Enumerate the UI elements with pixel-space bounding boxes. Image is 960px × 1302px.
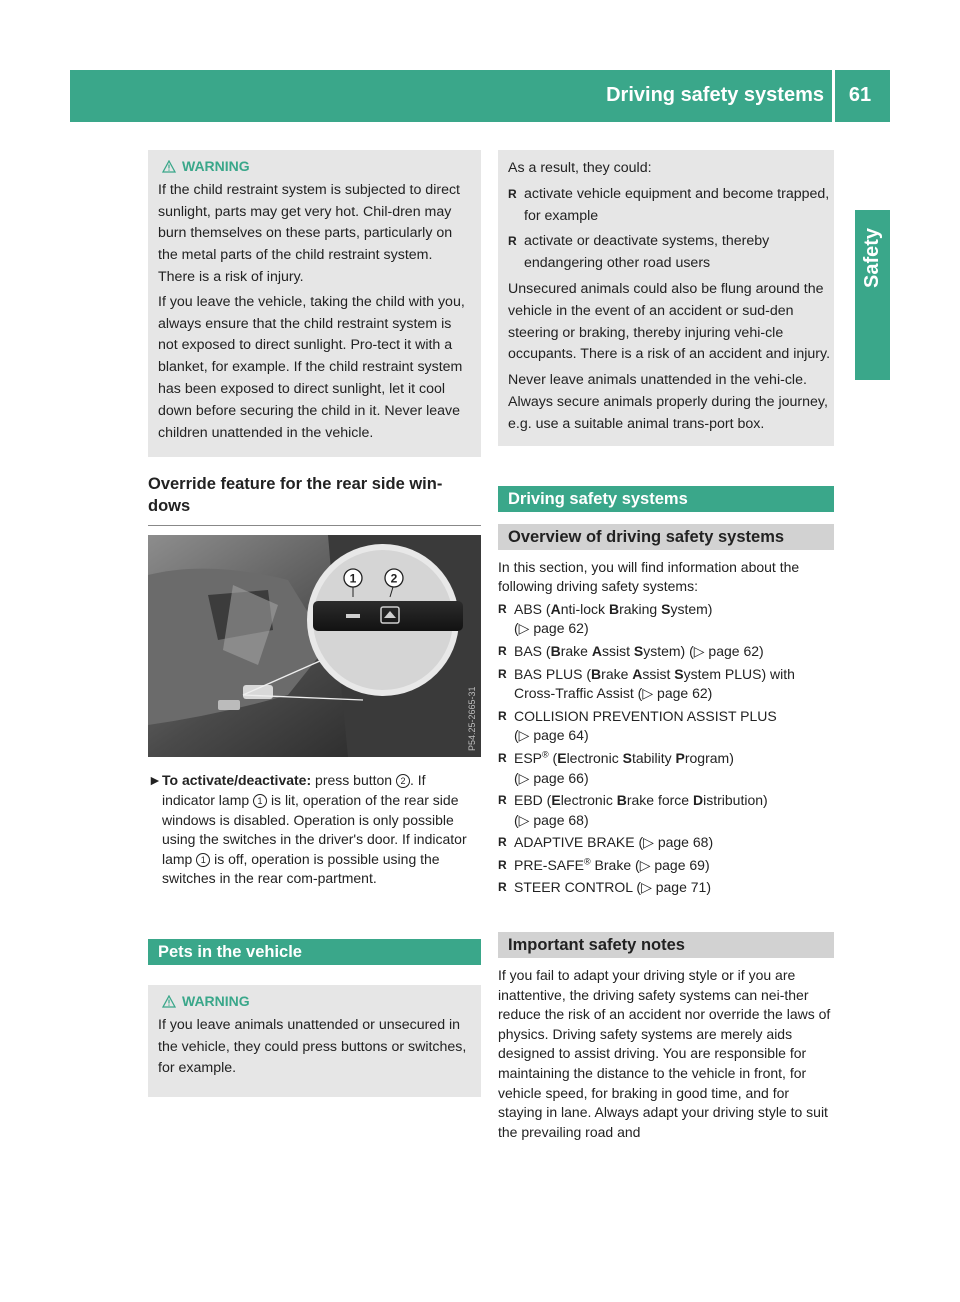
warning-title	[158, 156, 471, 178]
warning-box-pets	[148, 985, 481, 1097]
page-ref-icon: ▷	[642, 685, 654, 702]
page-ref-icon: ▷	[639, 856, 651, 873]
warning-box-child-restraint	[148, 150, 481, 457]
instruction-activate	[148, 771, 481, 889]
list-item: R ADAPTIVE BRAKE (▷ page 68)	[498, 833, 834, 853]
page-ref-icon: ▷	[518, 811, 530, 828]
instruction-arrow-icon: ►	[148, 772, 162, 789]
page-reference-link[interactable]: page 66	[533, 769, 584, 786]
warning-title-text: WARNING	[182, 158, 250, 174]
list-item: R EBD (Electronic Brake force Distribution) (▷ page 68)	[498, 791, 834, 830]
list-item: R STEER CONTROL (▷ page 71)	[498, 878, 834, 898]
button-2-badge: 2	[396, 774, 410, 788]
warning-title	[158, 991, 471, 1013]
page-reference-link[interactable]: page 62	[657, 685, 708, 702]
warning-paragraph: If you leave the vehicle, taking the child with you, always ensure that the child restraint system is not exposed to direct sunlight. Pro-tect it with a blanket, for example. If the child restraint system has been exposed to direct sunlight, let it cool down before securing the child in it. Never leave children unattended in the vehicle.	[158, 293, 465, 441]
lamp-1-badge: 1	[196, 853, 210, 867]
bullet-list	[508, 184, 832, 275]
subsection-heading-safety-notes: Important safety notes	[498, 932, 834, 958]
door-panel-illustration	[148, 535, 481, 757]
warning-triangle-icon	[162, 160, 176, 173]
instruction-label: To activate/deactivate:	[162, 772, 312, 789]
page-reference-link[interactable]: page 64	[533, 727, 584, 744]
section-heading-override: Override feature for the rear side win-dows	[148, 473, 481, 526]
right-column	[498, 150, 834, 1142]
page-ref-icon: ▷	[518, 620, 530, 637]
subsection-heading-overview: Overview of driving safety systems	[498, 524, 834, 550]
warning-title-text: WARNING	[182, 992, 250, 1009]
overview-section	[498, 558, 834, 899]
section-heading-pets: Pets in the vehicle	[148, 939, 481, 965]
photo-code: P54.25-2665-31	[467, 686, 477, 752]
warning-triangle-icon	[162, 995, 176, 1008]
warning-box-pets-continued	[498, 150, 834, 446]
callout-1-number: 1	[349, 571, 357, 586]
safety-notes-paragraph: If you fail to adapt your driving style or if you are inattentive, the driving safety systems can nei-ther reduce the risk of an accident nor override the laws of physics. Driving safety systems are merely aids designed to assist driving. You are responsible for maintaining the distance to the vehicle in front, for vehicle speed, for braking in good time, and for staying in lane. Always adapt your driving style to suit the prevailing road and	[498, 967, 831, 1140]
left-column	[148, 150, 481, 1097]
header-divider	[832, 70, 835, 122]
system-list	[498, 600, 834, 898]
box-intro: As a result, they could:	[508, 160, 652, 176]
page-reference-link[interactable]: page 71	[655, 879, 707, 896]
page-number: 61	[848, 84, 872, 106]
page-ref-icon: ▷	[693, 642, 705, 659]
box-paragraph: Unsecured animals could also be flung around the vehicle in the event of an accident or sud-den steering or braking, thereby injuring vehi-cle occupants. There is a risk of an accident and injury.	[508, 280, 831, 363]
list-item: R ABS (Anti-lock Braking System) (▷ page 62)	[498, 600, 834, 639]
warning-paragraph: If you leave animals unattended or unsecured in the vehicle, they could press buttons or switches, for example.	[158, 1016, 467, 1077]
callout-2-number: 2	[390, 571, 398, 586]
warning-paragraph: If the child restraint system is subjected to direct sunlight, parts may get very hot. Chil-dren may burn themselves on these parts, particularly on the metal parts of the child restraint system. There is a risk of injury.	[158, 181, 461, 285]
page-ref-icon: ▷	[518, 727, 530, 744]
page-reference-link[interactable]: page 68	[533, 811, 584, 828]
list-item: R activate or deactivate systems, thereby endangering other road users	[508, 231, 832, 275]
page-reference-link[interactable]: page 68	[657, 834, 709, 851]
list-item: R activate vehicle equipment and become trapped, for example	[508, 184, 832, 228]
list-item: R ESP® (Electronic Stability Program) (▷ page 66)	[498, 749, 834, 788]
page-ref-icon: ▷	[518, 769, 530, 786]
section-heading-driving-safety: Driving safety systems	[498, 486, 834, 512]
page-ref-icon: ▷	[643, 834, 654, 851]
safety-notes	[498, 966, 834, 1142]
page-reference-link[interactable]: page 62	[708, 642, 760, 659]
page-reference-link[interactable]: page 69	[654, 856, 705, 873]
instruction-text: To activate/deactivate: press button 2 . If indicator lamp 1 is lit, operation of the rear side windows is disabled. Operation is only possible using the switches in the driver's door. If indicator lamp 1 is off, operation is possible using the switches in the rear com-partment.	[162, 772, 467, 887]
list-item: R BAS (Brake Assist System) (▷ page 62)	[498, 642, 834, 662]
list-item: R BAS PLUS (Brake Assist System PLUS) with Cross-Traffic Assist (▷ page 62)	[498, 665, 834, 704]
list-item: R PRE-SAFE® Brake (▷ page 69)	[498, 856, 834, 876]
list-item: R COLLISION PREVENTION ASSIST PLUS (▷ page 64)	[498, 707, 834, 746]
side-tab-label: Safety	[861, 228, 883, 289]
page-header-title: Driving safety systems	[606, 84, 824, 106]
lamp-1-badge: 1	[253, 794, 267, 808]
door-switch-photo	[148, 535, 481, 757]
box-paragraph: Never leave animals unattended in the vehi-cle. Always secure animals properly during the journey, e.g. use a suitable animal trans-port box.	[508, 372, 828, 432]
page-ref-icon: ▷	[641, 879, 652, 896]
page-reference-link[interactable]: page 62	[533, 620, 584, 637]
overview-intro: In this section, you will find information about the following driving safety systems:	[498, 558, 800, 595]
